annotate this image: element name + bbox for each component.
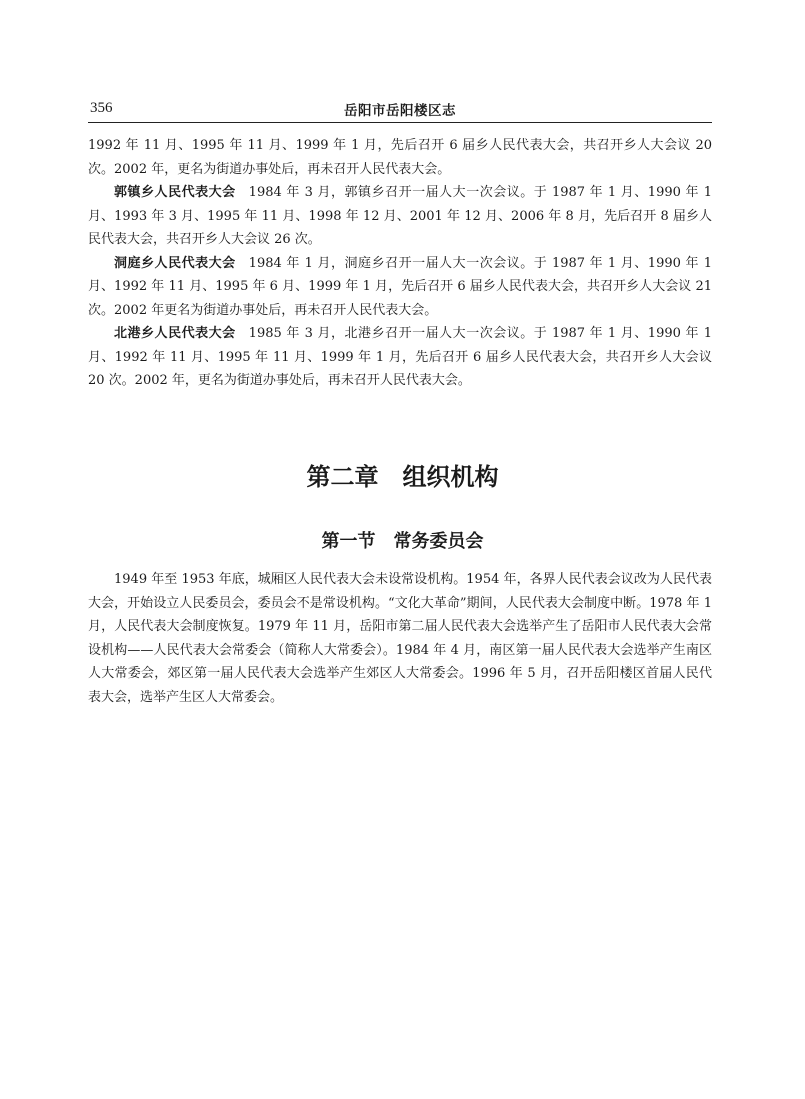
chapter-title: 第二章 组织机构 [306, 463, 499, 491]
entry-title: 洞庭乡人民代表大会 [114, 255, 236, 271]
section-title: 第一节 常务委员会 [321, 531, 484, 552]
entry-beigang [88, 322, 712, 393]
entry-title: 北港乡人民代表大会 [114, 326, 236, 341]
page-number: 356 [90, 100, 113, 116]
entry-dongting [88, 252, 712, 323]
page-header [88, 98, 712, 123]
running-title: 岳阳市岳阳楼区志 [344, 103, 456, 119]
continuation-paragraph: 1992 年 11 月、1995 年 11 月、1999 年 1 月，先后召开 6 届乡人民代表大会，共召开乡人大会议 20 次。2002 年，更名为街道办事处后，再未召开人民代表大会。 [88, 138, 712, 177]
entry-guozhen [88, 181, 712, 252]
top-section [88, 134, 712, 393]
entry-text: 1984 年 3 月，郭镇乡召开一届人大一次会议。于 1987 年 1 月、1990 年 1 月、1993 年 3 月、1995 年 11 月、1998 年 12 月、2001 年 12 月、2006 年 8 月，先后召开 8 届乡人民代表大会，共召开乡人大会议 26 次。 [88, 185, 712, 247]
entry-text: 1984 年 1 月，洞庭乡召开一届人大一次会议。于 1987 年 1 月、1990 年 1 月、1992 年 11 月、1995 年 6 月、1999 年 1 月，先后召开 6 届乡人民代表大会，共召开乡人大会议 21 次。2002 年更名为街道办事处后，再未召开人民代表大会。 [88, 255, 712, 318]
entry-text: 1985 年 3 月，北港乡召开一届人大一次会议。于 1987 年 1 月、1990 年 1 月、1992 年 11 月、1995 年 11 月、1999 年 1 月，先后召开 6 届乡人民代表大会，共召开乡人大会议 20 次。2002 年，更名为街道办事处后，再未召开人民代表大会。 [88, 326, 712, 388]
section-paragraph: 1949 年至 1953 年底，城厢区人民代表大会未设常设机构。1954 年，各界人民代表会议改为人民代表大会，开始设立人民委员会，委员会不是常设机构。“文化大革命”期间，人民代表大会制度中断。1978 年 1 月，人民代表大会制度恢复。1979 年 11 月，岳阳市第二届人民代表大会选举产生了岳阳市人民代表大会常设机构——人民代表大会常委会（简称人大常委会）。1984 年 4 月，南区第一届人民代表大会选举产生南区人大常委会，郊区第一届人民代表大会选举产生郊区人大常委会。1996 年 5 月，召开岳阳楼区首届人民代表大会，选举产生区人大常委会。 [88, 572, 712, 705]
section-body [88, 568, 712, 709]
entry-title: 郭镇乡人民代表大会 [114, 185, 236, 200]
